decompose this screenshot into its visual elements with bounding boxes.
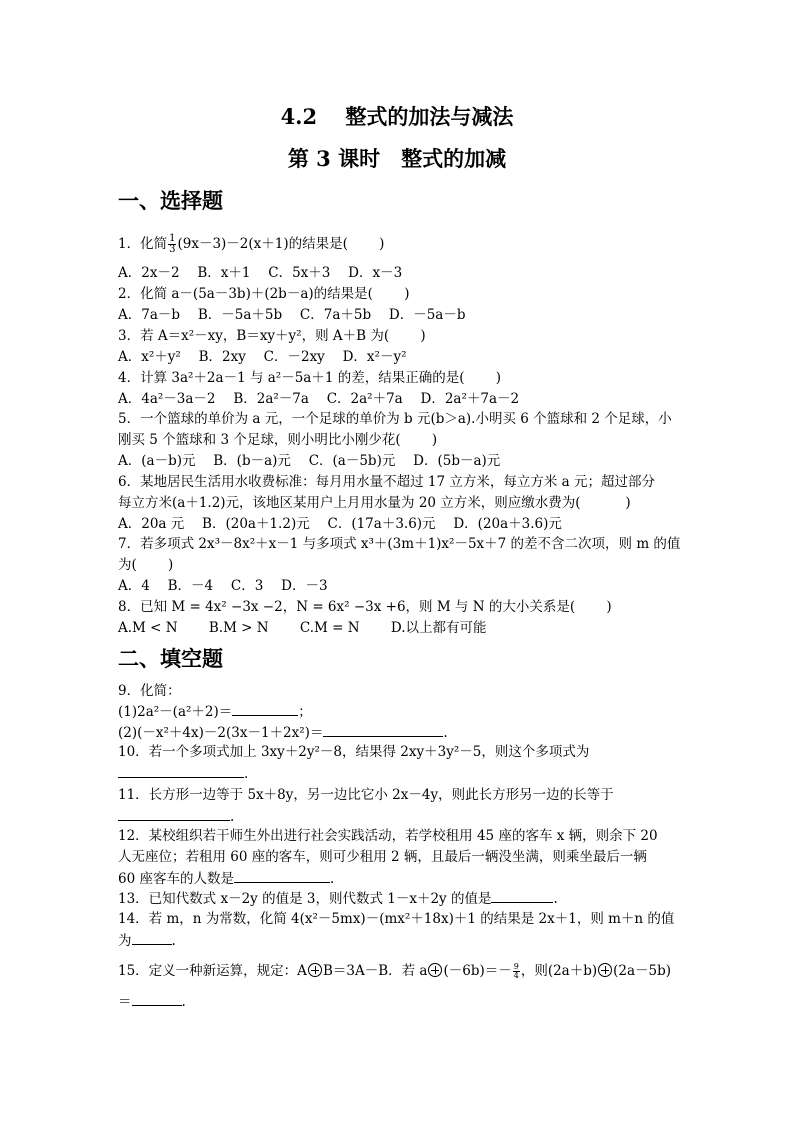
- section-heading-choice: 一、选择题: [118, 188, 223, 213]
- lesson-subtitle: 第 3 课时 整式的加减: [287, 146, 507, 171]
- q8-options: A.M < N B.M > N C.M = N D.以上都有可能: [118, 620, 487, 636]
- lesson-title: 4.2 整式的加法与减法: [280, 104, 514, 129]
- question-5-line-2: 刚买 5 个篮球和 3 个足球，则小明比小刚少花( ): [118, 432, 438, 448]
- question-6-line-1: 6．某地居民生活用水收费标准：每月用水量不超过 17 立方米，每立方米 a 元；超过部分: [118, 474, 655, 490]
- q9-part-2: (2)(－x²＋4x)－2(3x－1＋2x²)＝ .: [118, 725, 448, 741]
- question-14-line-2: 为 .: [118, 933, 176, 949]
- question-1: [118, 234, 384, 255]
- question-15: 15．定义一种新运算，规定：A B＝3A－B．若 a (－6b)＝－ $\frac{9}{4}$ ，则(2a＋b) (2a－5b): [118, 962, 672, 980]
- q7-options: A．4 B．－4 C．3 D．－3: [118, 578, 328, 594]
- question-6-line-2: 每立方米(a＋1.2)元，该地区某用户上月用水量为 20 立方米，则应缴水费为( ): [118, 495, 631, 511]
- answer-blank[interactable]: [132, 992, 182, 1006]
- q9-part-1: (1)2a²－(a²＋2)＝ ；: [118, 704, 312, 720]
- q10-answer-line: .: [118, 764, 248, 783]
- answer-blank[interactable]: [118, 807, 230, 821]
- answer-blank[interactable]: [323, 723, 443, 737]
- question-7-line-1: 7．若多项式 2x³－8x²＋x－1 与多项式 x³＋(3m＋1)x²－5x＋7 的差不含二次项，则 m 的值: [118, 536, 681, 552]
- q5-options: A．(a－b)元 B．(b－a)元 C．(a－5b)元 D．(5b－a)元: [118, 453, 501, 469]
- q1-options: A．2x－2 B．x＋1 C．5x＋3 D．x－3: [118, 265, 403, 281]
- question-11: 11．长方形一边等于 5x＋8y，另一边比它小 2x－4y，则此长方形另一边的长等于: [118, 787, 614, 803]
- question-9: 9．化简：: [118, 683, 181, 699]
- question-4: 4．计算 3a²＋2a－1 与 a²－5a＋1 的差，结果正确的是( ): [118, 370, 502, 386]
- answer-blank[interactable]: [491, 889, 553, 903]
- section-heading-fill: 二、填空题: [118, 646, 223, 671]
- question-3: 3．若 A＝x²－xy，B＝xy＋y²，则 A＋B 为( ): [118, 328, 426, 344]
- question-13: 13．已知代数式 x－2y 的值是 3，则代数式 1－x＋2y 的值是 .: [118, 891, 558, 907]
- q1-prefix: 1．化简: [118, 236, 168, 252]
- question-14-line-1: 14．若 m，n 为常数，化简 4(x²－5mx)－(mx²＋18x)＋1 的结果是 2x＋1，则 m＋n 的值: [118, 911, 675, 927]
- answer-blank[interactable]: [232, 702, 298, 716]
- question-10: 10．若一个多项式加上 3xy＋2y²－8，结果得 2xy＋3y²－5，则这个多项式为: [118, 744, 590, 760]
- circled-plus-icon: [428, 963, 442, 977]
- question-5-line-1: 5．一个篮球的单价为 a 元，一个足球的单价为 b 元(b＞a).小明买 6 个篮球和 2 个足球，小: [118, 411, 672, 427]
- question-12-line-2: 人无座位；若租用 60 座的客车，则可少租用 2 辆，且最后一辆没坐满，则乘坐最后一辆: [118, 849, 647, 865]
- q1-suffix: (9x－3)－2(x＋1)的结果是( ): [177, 236, 385, 252]
- q4-options: A．4a²－3a－2 B．2a²－7a C．2a²＋7a D．2a²＋7a－2: [118, 391, 520, 407]
- answer-blank[interactable]: [132, 931, 172, 945]
- answer-blank[interactable]: [234, 869, 330, 883]
- circled-plus-icon: [308, 963, 322, 977]
- q15-fraction: $\frac{9}{4}$: [513, 962, 519, 980]
- q6-options: A．20a 元 B．(20a＋1.2)元 C．(17a＋3.6)元 D．(20a＋3.6)元: [118, 516, 562, 532]
- answer-blank[interactable]: [118, 764, 244, 778]
- question-12-line-1: 12．某校组织若干师生外出进行社会实践活动，若学校租用 45 座的客车 x 辆，则余下 20: [118, 828, 658, 844]
- question-7-line-2: 为( ): [118, 557, 174, 573]
- q1-fraction: $\frac{1}{3}$: [169, 233, 176, 255]
- question-2: 2．化简 a－(5a－3b)＋(2b－a)的结果是( ): [118, 286, 410, 302]
- q15-answer-line: ＝ .: [118, 994, 186, 1010]
- q3-options: A．x²＋y² B．2xy C．－2xy D．x²－y²: [118, 349, 407, 365]
- question-12-line-3: 60 座客车的人数是 .: [118, 871, 335, 887]
- q2-options: A．7a－b B．－5a＋5b C．7a＋5b D．－5a－b: [118, 307, 466, 323]
- q11-answer-line: .: [118, 807, 234, 826]
- circled-plus-icon: [598, 963, 612, 977]
- question-8: 8．已知 M = 4x² −3x −2，N = 6x² −3x +6，则 M 与 N 的大小关系是( ): [118, 599, 612, 615]
